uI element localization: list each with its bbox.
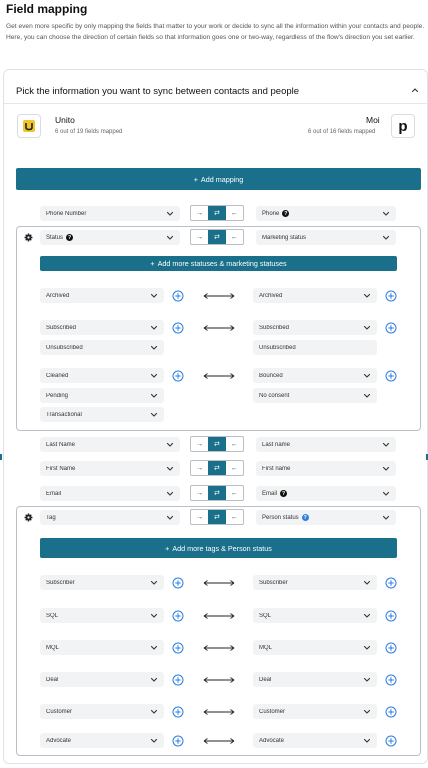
chevron-down-icon xyxy=(165,233,175,243)
direction-both-option[interactable]: ⇄ xyxy=(208,437,225,451)
add-value-plus-icon[interactable] xyxy=(385,642,397,654)
add-value-plus-icon[interactable] xyxy=(385,290,397,302)
gear-icon[interactable] xyxy=(24,233,33,242)
tag-value-right[interactable]: MQL xyxy=(253,640,377,655)
gear-icon[interactable] xyxy=(24,513,33,522)
chevron-down-icon xyxy=(381,489,391,499)
add-value-plus-icon[interactable] xyxy=(385,735,397,747)
add-value-plus-icon[interactable] xyxy=(385,706,397,718)
add-value-plus-icon[interactable] xyxy=(385,610,397,622)
chevron-down-icon xyxy=(149,391,159,401)
sync-direction-status[interactable] xyxy=(190,229,244,245)
direction-right-option[interactable]: → xyxy=(196,440,204,448)
two-way-arrow-icon xyxy=(202,579,236,587)
add-more-statuses-button[interactable]: + Add more statuses & marketing statuses xyxy=(40,256,397,271)
sync-direction-last-name[interactable] xyxy=(190,436,244,452)
chevron-down-icon xyxy=(362,643,372,653)
tag-value-right[interactable]: Advocate xyxy=(253,733,377,748)
status-value-left-archived[interactable]: Archived xyxy=(40,288,164,303)
card-divider xyxy=(4,103,428,104)
right-field-select-status[interactable]: Marketing status xyxy=(256,230,396,245)
chevron-down-icon xyxy=(381,464,391,474)
add-mapping-button[interactable]: + Add mapping xyxy=(16,168,421,190)
tag-value-left[interactable]: MQL xyxy=(40,640,164,655)
add-value-plus-icon[interactable] xyxy=(172,290,184,302)
chevron-down-icon xyxy=(149,343,159,353)
chevron-down-icon xyxy=(165,464,175,474)
direction-both-option[interactable]: ⇄ xyxy=(208,461,225,475)
two-way-arrow-icon xyxy=(202,612,236,620)
two-way-arrow-icon xyxy=(202,737,236,745)
left-field-select-phone[interactable]: Phone Number xyxy=(40,206,180,221)
right-app-name: Moi xyxy=(366,115,380,125)
tag-value-right[interactable]: Deal xyxy=(253,672,377,687)
two-way-arrow-icon xyxy=(202,324,236,332)
sync-direction-phone[interactable] xyxy=(190,205,244,221)
tag-value-left[interactable]: Subscriber xyxy=(40,575,164,590)
plus-icon: + xyxy=(165,543,170,553)
tag-value-right[interactable]: Subscriber xyxy=(253,575,377,590)
right-app-fields-count: 6 out of 16 fields mapped xyxy=(308,129,376,135)
chevron-down-icon xyxy=(381,209,391,219)
chevron-down-icon xyxy=(165,209,175,219)
chevron-down-icon xyxy=(362,611,372,621)
direction-right-option[interactable]: → xyxy=(196,233,204,241)
direction-right-option[interactable]: → xyxy=(196,489,204,497)
status-value-left-pending[interactable]: Pending xyxy=(40,388,164,403)
chevron-down-icon xyxy=(149,736,159,746)
chevron-down-icon xyxy=(362,371,372,381)
sync-direction-email[interactable] xyxy=(190,485,244,501)
unito-logo xyxy=(17,114,41,138)
left-field-select-first-name[interactable]: First Name xyxy=(40,461,180,476)
left-field-select-last-name[interactable]: Last Name xyxy=(40,437,180,452)
status-value-left-unsubscribed[interactable]: Unsubscribed xyxy=(40,340,164,355)
add-value-plus-icon[interactable] xyxy=(172,706,184,718)
card-title: Pick the information you want to sync between contacts and people xyxy=(16,86,300,97)
info-icon[interactable]: ? xyxy=(67,234,72,241)
chevron-down-icon xyxy=(362,707,372,717)
add-value-plus-icon[interactable] xyxy=(172,674,184,686)
chevron-down-icon xyxy=(381,513,391,523)
tag-value-right[interactable]: SQL xyxy=(253,608,377,623)
direction-both-option[interactable]: ⇄ xyxy=(208,206,225,220)
add-value-plus-icon[interactable] xyxy=(172,735,184,747)
chevron-down-icon xyxy=(362,578,372,588)
info-icon[interactable]: ? xyxy=(284,210,288,217)
right-field-select-last-name[interactable]: Last name xyxy=(256,437,396,452)
direction-left-option[interactable]: ← xyxy=(230,464,238,472)
direction-both-option[interactable]: ⇄ xyxy=(208,230,225,244)
chevron-down-icon xyxy=(362,323,372,333)
right-field-select-phone[interactable]: Phone ? xyxy=(256,206,396,221)
two-way-arrow-icon xyxy=(202,676,236,684)
status-value-left-cleaned[interactable]: Cleaned xyxy=(40,368,164,383)
direction-both-option[interactable]: ⇄ xyxy=(208,510,225,524)
add-value-plus-icon[interactable] xyxy=(172,610,184,622)
status-value-right-archived[interactable]: Archived xyxy=(253,288,377,303)
add-value-plus-icon[interactable] xyxy=(385,577,397,589)
add-value-plus-icon[interactable] xyxy=(385,322,397,334)
left-field-select-email[interactable]: Email xyxy=(40,486,180,501)
status-value-right-no-consent[interactable]: No consent xyxy=(253,388,377,403)
chevron-down-icon xyxy=(149,323,159,333)
status-value-left-subscribed[interactable]: Subscribed xyxy=(40,320,164,335)
status-value-right-bounced[interactable]: Bounced xyxy=(253,368,377,383)
add-more-tags-button[interactable]: + Add more tags & Person status xyxy=(40,538,397,558)
chevron-down-icon xyxy=(149,675,159,685)
two-way-arrow-icon xyxy=(202,644,236,652)
add-value-plus-icon[interactable] xyxy=(385,370,397,382)
left-app-fields-count: 6 out of 19 fields mapped xyxy=(55,129,123,135)
info-icon[interactable]: ? xyxy=(303,514,307,521)
tag-value-left[interactable]: Customer xyxy=(40,704,164,719)
chevron-down-icon xyxy=(362,391,372,401)
chevron-down-icon xyxy=(381,440,391,450)
chevron-down-icon xyxy=(165,489,175,499)
left-field-select-status[interactable]: Status ? xyxy=(40,230,180,245)
chevron-down-icon xyxy=(149,410,159,420)
direction-both-option[interactable]: ⇄ xyxy=(208,486,225,500)
direction-left-option[interactable]: ← xyxy=(230,209,238,217)
chevron-down-icon xyxy=(149,611,159,621)
chevron-down-icon xyxy=(165,513,175,523)
chevron-down-icon xyxy=(149,643,159,653)
sync-direction-first-name[interactable] xyxy=(190,460,244,476)
two-way-arrow-icon xyxy=(202,708,236,716)
chevron-down-icon xyxy=(362,736,372,746)
right-field-select-person-status[interactable]: Person status ? xyxy=(256,510,396,525)
status-value-right-subscribed[interactable]: Subscribed xyxy=(253,320,377,335)
plus-icon: + xyxy=(150,259,155,268)
direction-right-option[interactable]: → xyxy=(196,464,204,472)
tag-value-left[interactable]: SQL xyxy=(40,608,164,623)
tag-value-right[interactable]: Customer xyxy=(253,704,377,719)
add-value-plus-icon[interactable] xyxy=(172,322,184,334)
moi-logo: p xyxy=(391,114,415,138)
direction-right-option[interactable]: → xyxy=(196,513,204,521)
right-field-select-email[interactable]: Email ? xyxy=(256,486,396,501)
add-value-plus-icon[interactable] xyxy=(385,674,397,686)
direction-right-option[interactable]: → xyxy=(196,209,204,217)
two-way-arrow-icon xyxy=(202,372,236,380)
left-app-name: Unito xyxy=(55,115,75,125)
chevron-down-icon xyxy=(165,440,175,450)
tag-value-left[interactable]: Advocate xyxy=(40,733,164,748)
direction-left-option[interactable]: ← xyxy=(230,489,238,497)
add-value-plus-icon[interactable] xyxy=(172,577,184,589)
tag-value-left[interactable]: Deal xyxy=(40,672,164,687)
status-value-left-transactional[interactable]: Transactional xyxy=(40,407,164,422)
chevron-down-icon xyxy=(149,291,159,301)
add-value-plus-icon[interactable] xyxy=(172,370,184,382)
add-value-plus-icon[interactable] xyxy=(172,642,184,654)
direction-left-option[interactable]: ← xyxy=(230,513,238,521)
chevron-down-icon xyxy=(149,707,159,717)
status-value-right-unsubscribed[interactable]: Unsubscribed xyxy=(253,340,377,355)
chevron-down-icon xyxy=(149,371,159,381)
plus-icon: + xyxy=(193,174,198,184)
collapse-chevron-icon[interactable] xyxy=(410,85,420,95)
direction-left-option[interactable]: ← xyxy=(230,233,238,241)
intro-text: Get even more specific by only mapping the fields that matter to your work or decide to sync all the information within your contacts and people. Here, you can choose the direction of certain fields so that information goes one or two-way, regardless of the flow's direction you set earlier. xyxy=(6,23,425,41)
right-field-select-first-name[interactable]: First name xyxy=(256,461,396,476)
chevron-down-icon xyxy=(149,578,159,588)
left-edge-marker xyxy=(0,454,2,460)
left-field-select-tag[interactable]: Tag xyxy=(40,510,180,525)
direction-left-option[interactable]: ← xyxy=(230,440,238,448)
chevron-down-icon xyxy=(362,675,372,685)
sync-direction-tag[interactable] xyxy=(190,509,244,525)
two-way-arrow-icon xyxy=(202,292,236,300)
chevron-down-icon xyxy=(362,291,372,301)
page-title: Field mapping xyxy=(6,2,88,16)
info-icon[interactable]: ? xyxy=(281,490,286,497)
chevron-down-icon xyxy=(381,233,391,243)
